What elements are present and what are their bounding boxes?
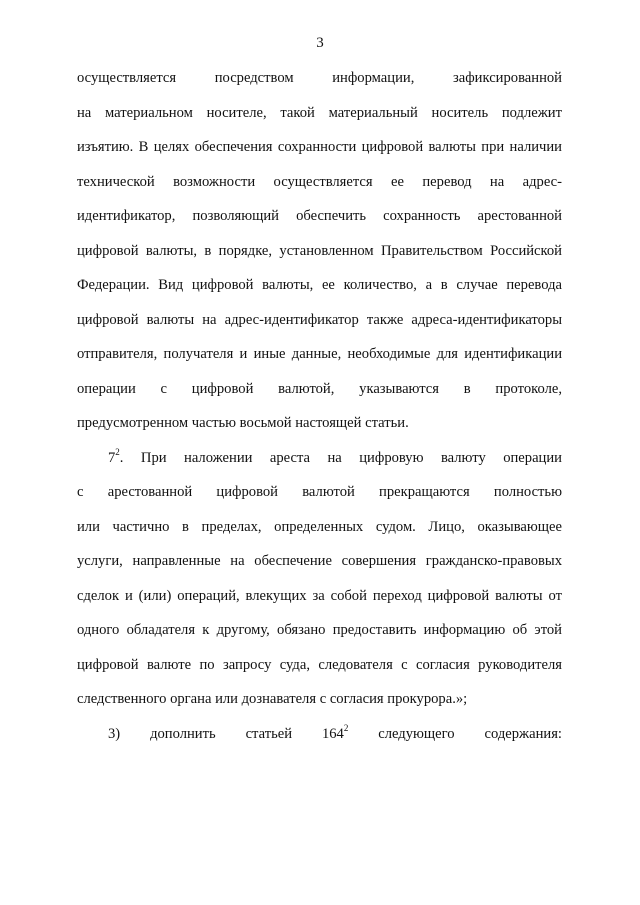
paragraph-1-line: на материальном носителе, такой материальный носитель подлежит xyxy=(77,104,562,121)
paragraph-1-line: изъятию. В целях обеспечения сохранности цифровой валюты при наличии xyxy=(77,139,562,155)
paragraph-2-line: сделок и (или) операций, влекущих за собой переход цифровой валюты от xyxy=(77,587,562,604)
page-number: 3 xyxy=(316,35,324,51)
paragraph-2-last-line: следственного органа или дознавателя с согласия прокурора.»; xyxy=(77,691,468,707)
paragraph-2-line: одного обладателя к другому, обязано предоставить информацию об этой xyxy=(77,622,562,638)
article-number-superscript: 2 xyxy=(343,722,349,733)
paragraph-1-line: цифровой валюты на адрес-идентификатор также адреса-идентификаторы xyxy=(77,311,562,328)
paragraph-3-text-end: следующего содержания: xyxy=(348,725,562,742)
paragraph-2-line: цифровой валюте по запросу суда, следователя с согласия руководителя xyxy=(77,656,562,673)
paragraph-2-line: с арестованной цифровой валютой прекращаются полностью xyxy=(77,484,562,500)
item-number-superscript: 2 xyxy=(115,446,120,457)
paragraph-1-line: операции с цифровой валютой, указываются в протоколе, xyxy=(77,380,562,397)
document-body xyxy=(77,68,562,758)
paragraph-3-text: 3) дополнить статьей 164 xyxy=(108,725,344,742)
paragraph-1-line: отправителя, получателя и иные данные, необходимые для идентификации xyxy=(77,346,562,362)
item-number: 7 xyxy=(108,449,116,466)
paragraph-2-first-line xyxy=(77,448,562,483)
paragraph-3-line xyxy=(77,724,562,759)
paragraph-2-first-line-text: . При наложении ареста на цифровую валюту операции xyxy=(119,449,562,466)
paragraph-1-line: технической возможности осуществляется ее перевод на адрес- xyxy=(77,173,562,190)
paragraph-2-line: услуги, направленные на обеспечение совершения гражданско-правовых xyxy=(77,553,562,569)
paragraph-2-line: или частично в пределах, определенных судом. Лицо, оказывающее xyxy=(77,518,562,535)
paragraph-1-line: Федерации. Вид цифровой валюты, ее количество, а в случае перевода xyxy=(77,277,562,293)
paragraph-1-last-line: предусмотренном частью восьмой настоящей статьи. xyxy=(77,415,409,431)
paragraph-1-line: идентификатор, позволяющий обеспечить сохранность арестованной xyxy=(77,208,562,224)
paragraph-1-line: цифровой валюты, в порядке, установленном Правительством Российской xyxy=(77,242,562,259)
paragraph-1-line: осуществляется посредством информации, зафиксированной xyxy=(77,70,562,86)
